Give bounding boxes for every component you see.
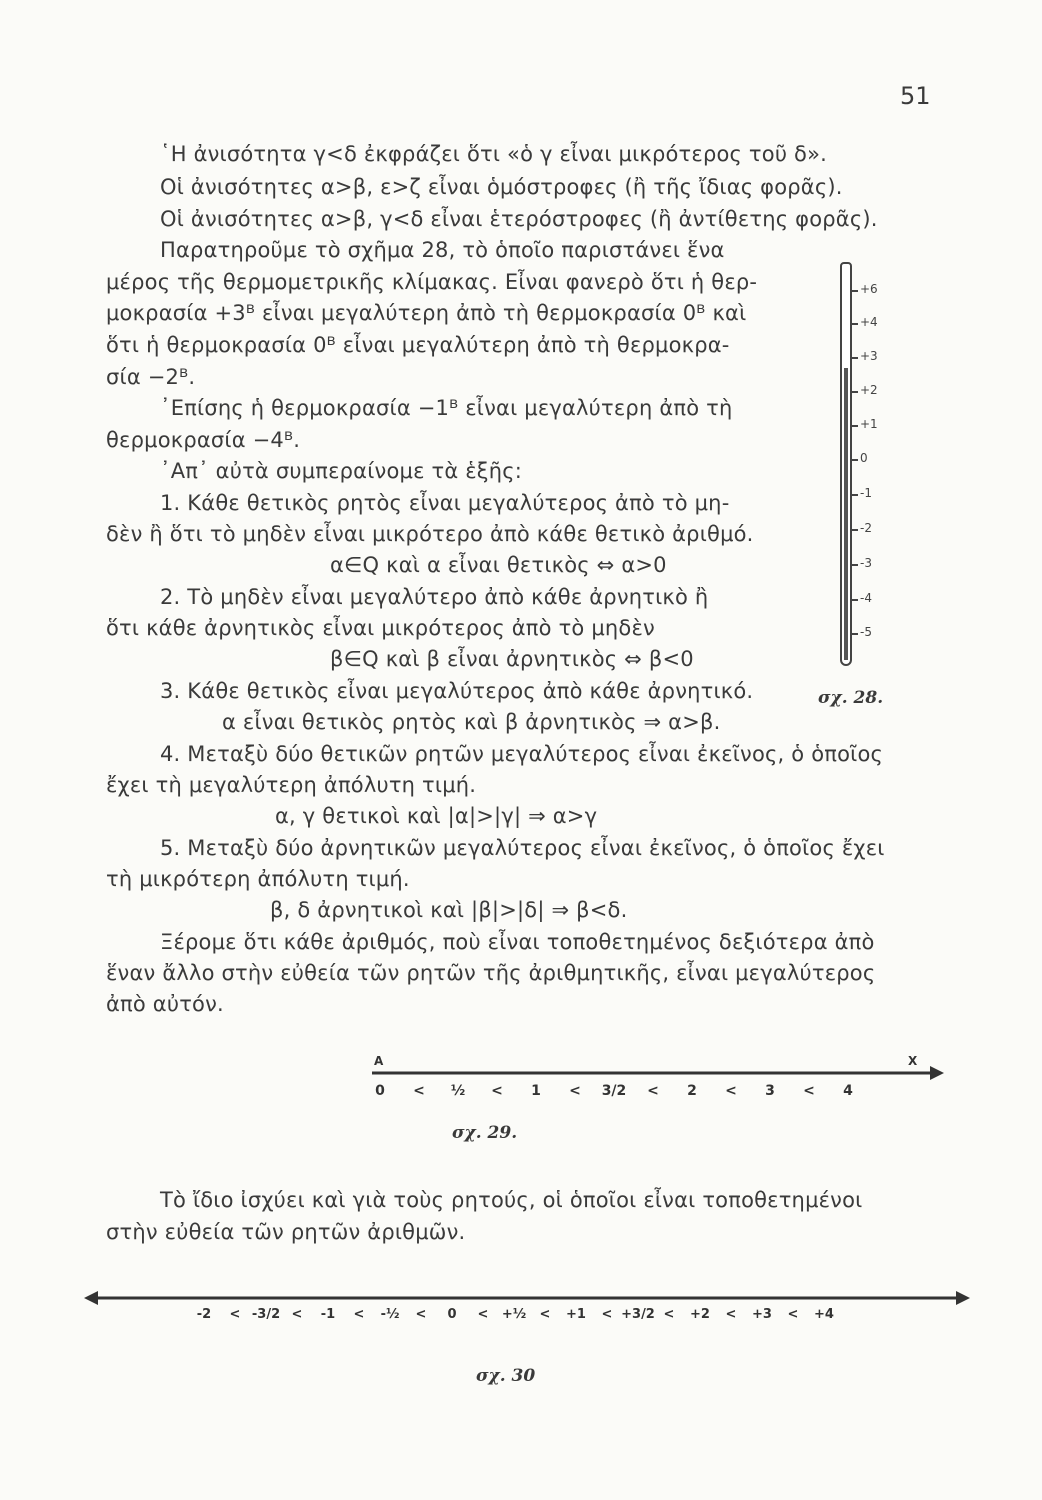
thermometer-tick <box>850 529 858 531</box>
arrow-head-right <box>956 1291 970 1305</box>
axis-label: +1 <box>566 1307 586 1322</box>
text-line: τὴ μικρότερη ἀπόλυτη τιμή. <box>106 867 410 891</box>
thermometer-mercury <box>844 368 848 660</box>
formula-line: α εἶναι θετικὸς ρητὸς καὶ β ἀρνητικὸς ⇒ α>β. <box>222 710 721 734</box>
formula-line: β, δ ἀρνητικοὶ καὶ |β|>|δ| ⇒ β<δ. <box>270 898 628 922</box>
less-than-sign: < <box>415 1307 427 1322</box>
thermometer-label: -2 <box>860 521 872 535</box>
text-line: ἔχει τὴ μεγαλύτερη ἀπόλυτη τιμή. <box>106 773 477 797</box>
number-line-30 <box>84 1282 984 1332</box>
axis-label: 3 <box>765 1083 775 1099</box>
text-line: ἕναν ἄλλο στὴν εὐθεία τῶν ρητῶν τῆς ἀριθμητικῆς, εἶναι μεγαλύτερος <box>106 961 876 985</box>
axis-label: -2 <box>196 1307 212 1322</box>
text-line: στὴν εὐθεία τῶν ρητῶν ἀριθμῶν. <box>106 1220 466 1244</box>
thermometer-tick <box>850 494 858 496</box>
text-line: δὲν ἢ ὅτι τὸ μηδὲν εἶναι μικρότερο ἀπὸ κάθε θετικὸ ἀριθμό. <box>106 522 754 546</box>
thermometer-label: +4 <box>860 315 878 329</box>
axis-label: +3 <box>752 1307 772 1322</box>
axis-label: 4 <box>843 1083 853 1099</box>
thermometer-label: +1 <box>860 417 878 431</box>
page-number: 51 <box>900 82 931 110</box>
axis-label: -1 <box>320 1307 336 1322</box>
arrow-head <box>930 1066 944 1080</box>
figure-caption-28: σχ. 28. <box>818 688 884 708</box>
thermometer-label: 0 <box>860 451 868 465</box>
less-than-sign: < <box>803 1083 815 1099</box>
text-line: μέρος τῆς θερμομετρικῆς κλίμακας. Εἶναι φανερὸ ὅτι ἡ θερ- <box>106 270 758 294</box>
thermometer-figure <box>830 258 890 678</box>
axis-labels <box>375 1083 853 1099</box>
less-than-sign: < <box>477 1307 489 1322</box>
text-line: ῾Η ἀνισότητα γ<δ ἐκφράζει ὅτι «ὁ γ εἶναι μικρότερος τοῦ δ». <box>160 142 828 166</box>
end-letter: X <box>908 1055 918 1068</box>
figure-caption-30: σχ. 30 <box>476 1366 536 1386</box>
thermometer-tick <box>850 357 858 359</box>
text-line: Ξέρομε ὅτι κάθε ἀριθμός, ποὺ εἶναι τοποθετημένος δεξιότερα ἀπὸ <box>160 930 875 954</box>
less-than-sign: < <box>725 1307 737 1322</box>
thermometer-label: -4 <box>860 591 872 605</box>
less-than-sign: < <box>787 1307 799 1322</box>
axis-label: 1 <box>531 1083 541 1099</box>
axis-label: +2 <box>690 1307 710 1322</box>
text-line: Οἱ ἀνισότητες α>β, ε>ζ εἶναι ὁμόστροφες (ἢ τῆς ἴδιας φορᾶς). <box>160 175 843 199</box>
less-than-sign: < <box>539 1307 551 1322</box>
less-than-sign: < <box>229 1307 241 1322</box>
less-than-sign: < <box>491 1083 503 1099</box>
less-than-sign: < <box>663 1307 675 1322</box>
less-than-sign: < <box>725 1083 737 1099</box>
axis-label: +3/2 <box>621 1307 655 1322</box>
number-line-29 <box>360 1055 960 1105</box>
text-line: ᾿Απ᾿ αὐτὰ συμπεραίνομε τὰ ἑξῆς: <box>160 459 523 483</box>
thermometer-label: +2 <box>860 383 878 397</box>
text-line: ὅτι ἡ θερμοκρασία 0ᴮ εἶναι μεγαλύτερη ἀπὸ τὴ θερμοκρα- <box>106 333 730 357</box>
axis-label: +4 <box>814 1307 834 1322</box>
text-line: θερμοκρασία −4ᴮ. <box>106 428 301 452</box>
text-line: μοκρασία +3ᴮ εἶναι μεγαλύτερη ἀπὸ τὴ θερμοκρασία 0ᴮ καὶ <box>106 301 747 325</box>
axis-label: +½ <box>501 1307 527 1322</box>
axis-label: -½ <box>380 1307 400 1322</box>
thermometer-tick <box>850 323 858 325</box>
thermometer-tick <box>850 459 858 461</box>
text-line: Παρατηροῦμε τὸ σχῆμα 28, τὸ ὁποῖο παριστάνει ἕνα <box>160 238 725 262</box>
text-line: 1. Κάθε θετικὸς ρητὸς εἶναι μεγαλύτερος ἀπὸ τὸ μη- <box>160 491 730 515</box>
thermometer-tick <box>850 391 858 393</box>
less-than-sign: < <box>601 1307 613 1322</box>
thermometer-label: +6 <box>860 282 878 296</box>
formula-line: β∈Q καὶ β εἶναι ἀρνητικὸς ⇔ β<0 <box>330 647 694 671</box>
text-line: ᾿Επίσης ἡ θερμοκρασία −1ᴮ εἶναι μεγαλύτερη ἀπὸ τὴ <box>160 396 733 420</box>
axis-label: 0 <box>447 1307 457 1322</box>
text-line: 2. Τὸ μηδὲν εἶναι μεγαλύτερο ἀπὸ κάθε ἀρνητικὸ ἢ <box>160 585 709 609</box>
text-line: σία −2ᴮ. <box>106 365 196 389</box>
figure-caption-29: σχ. 29. <box>452 1123 518 1143</box>
thermometer-tick <box>850 633 858 635</box>
axis-labels <box>197 1307 834 1322</box>
thermometer-label: +3 <box>860 349 878 363</box>
less-than-sign: < <box>291 1307 303 1322</box>
less-than-sign: < <box>569 1083 581 1099</box>
axis-label: 3/2 <box>601 1083 627 1099</box>
formula-line: α∈Q καὶ α εἶναι θετικὸς ⇔ α>0 <box>330 553 667 577</box>
axis-label: ½ <box>450 1083 466 1099</box>
arrow-head-left <box>84 1291 98 1305</box>
axis-label: 2 <box>687 1083 697 1099</box>
start-letter: A <box>374 1055 384 1068</box>
less-than-sign: < <box>353 1307 365 1322</box>
axis-label: 0 <box>375 1083 385 1099</box>
axis-label: -3/2 <box>251 1307 281 1322</box>
text-line: Τὸ ἴδιο ἰσχύει καὶ γιὰ τοὺς ρητούς, οἱ ὁποῖοι εἶναι τοποθετημένοι <box>160 1188 863 1212</box>
formula-line: α, γ θετικοὶ καὶ |α|>|γ| ⇒ α>γ <box>275 804 598 828</box>
text-line: 5. Μεταξὺ δύο ἀρνητικῶν μεγαλύτερος εἶναι ἐκεῖνος, ὁ ὁποῖος ἔχει <box>160 836 885 860</box>
text-line: ὅτι κάθε ἀρνητικὸς εἶναι μικρότερος ἀπὸ τὸ μηδὲν <box>106 616 655 640</box>
text-line: 4. Μεταξὺ δύο θετικῶν ρητῶν μεγαλύτερος εἶναι ἐκεῖνος, ὁ ὁποῖος <box>160 742 884 766</box>
less-than-sign: < <box>413 1083 425 1099</box>
text-line: ἀπὸ αὐτόν. <box>106 992 224 1016</box>
thermometer-tick <box>850 564 858 566</box>
thermometer-tick <box>850 290 858 292</box>
text-line: 3. Κάθε θετικὸς εἶναι μεγαλύτερος ἀπὸ κάθε ἀρνητικό. <box>160 679 754 703</box>
thermometer-label: -1 <box>860 486 872 500</box>
thermometer-label: -5 <box>860 625 872 639</box>
less-than-sign: < <box>647 1083 659 1099</box>
thermometer-tick <box>850 425 858 427</box>
text-line: Οἱ ἀνισότητες α>β, γ<δ εἶναι ἑτερόστροφες (ἢ ἀντίθετης φορᾶς). <box>160 207 878 231</box>
thermometer-tick <box>850 599 858 601</box>
thermometer-label: -3 <box>860 556 872 570</box>
